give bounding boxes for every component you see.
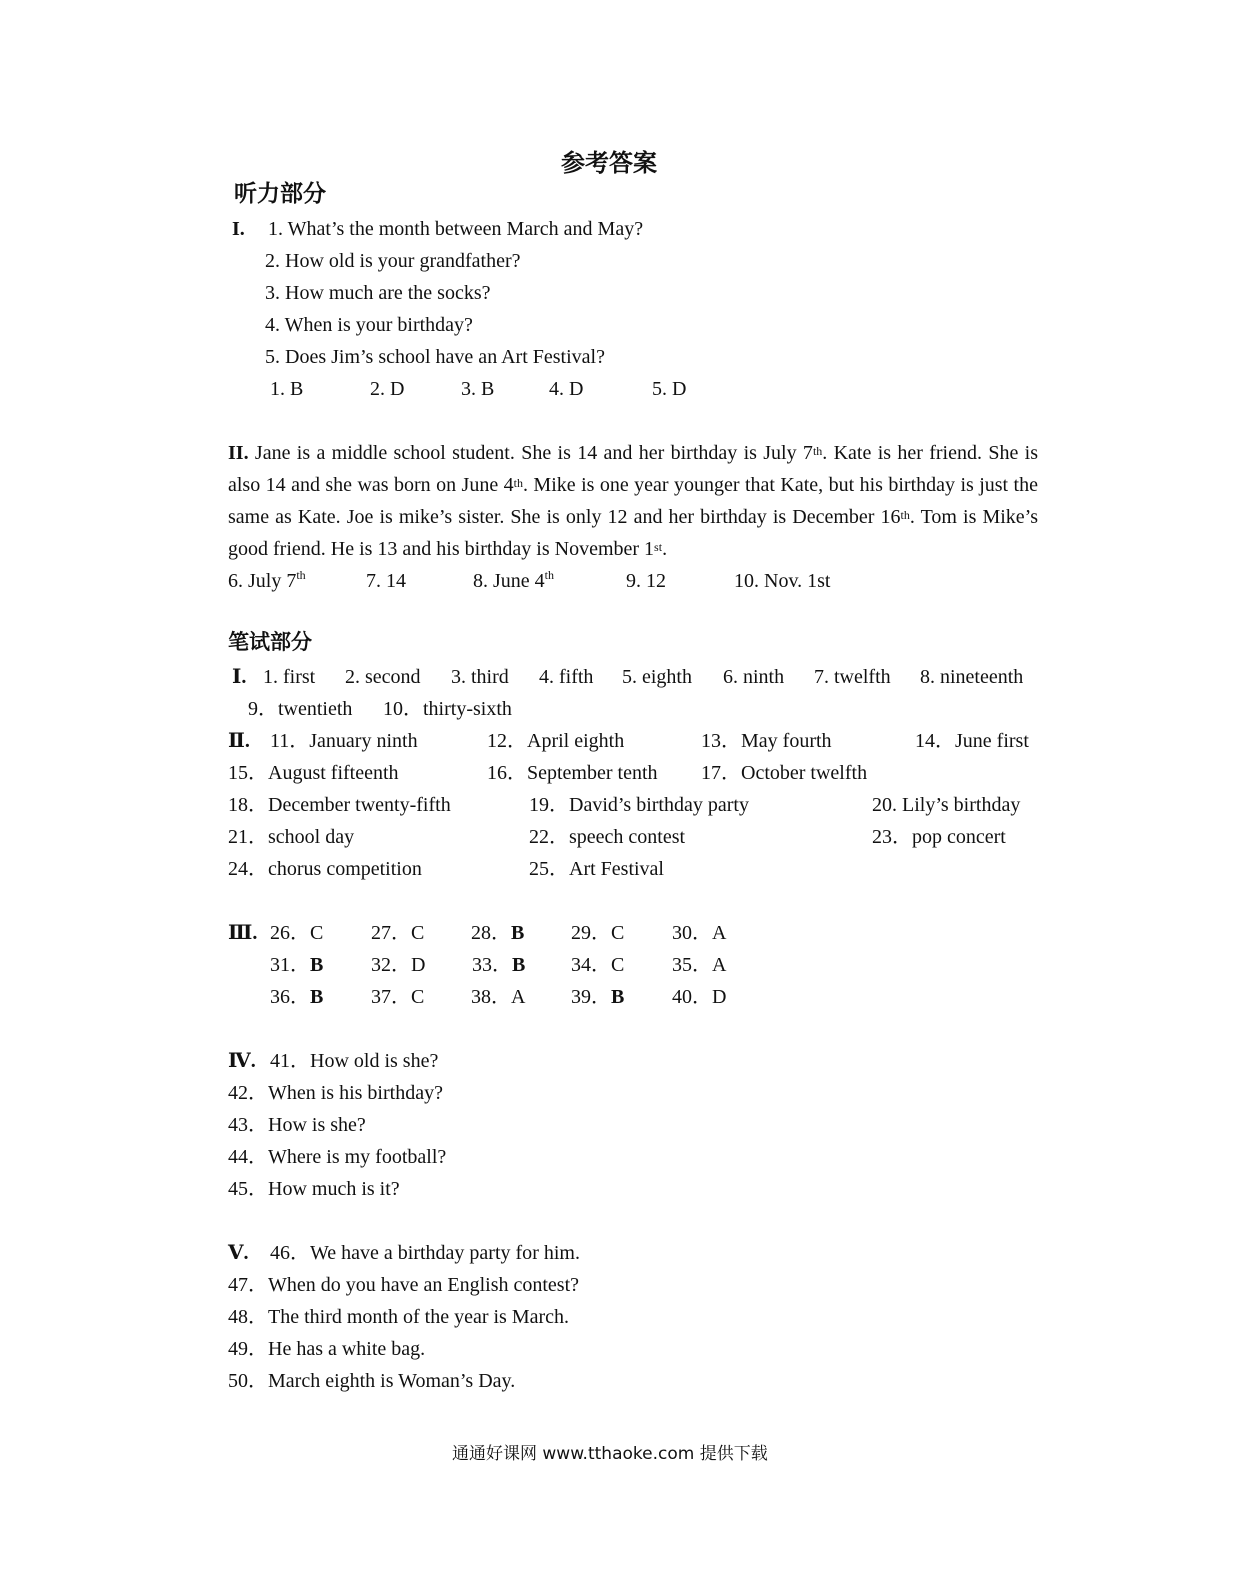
answer: [471, 923, 524, 943]
answer-letter: D: [712, 986, 727, 1008]
answer: 24．chorus competition: [228, 858, 422, 880]
part-label: I.: [232, 218, 245, 240]
answer: [672, 923, 726, 943]
part-label: II.: [228, 442, 249, 464]
passage-text: . Tom is Mike’s good friend. He is 13 and his birthday is November 1: [228, 506, 1038, 560]
superscript: th: [900, 508, 910, 522]
answer: 15．August fifteenth: [228, 762, 399, 784]
passage-text: . Kate is her friend. She is also 14 and she was born on June 4: [228, 442, 1038, 496]
answer: [228, 568, 306, 592]
superscript: th: [513, 476, 523, 490]
answer: [571, 923, 624, 943]
answer: [270, 987, 323, 1007]
answer: 19．David’s birthday party: [529, 794, 749, 816]
answer: 9. 12: [626, 570, 666, 592]
part-label: Ⅱ.: [228, 730, 250, 752]
answer: 1. B: [270, 378, 304, 400]
answer-letter: B: [611, 986, 625, 1008]
passage-text: .: [662, 538, 668, 560]
answer: 6. ninth: [723, 666, 785, 688]
answer: 5. eighth: [622, 666, 692, 688]
answer: 10. Nov. 1st: [734, 570, 831, 592]
answer-letter: B: [512, 954, 526, 976]
question-text: 4. When is your birthday?: [265, 314, 473, 336]
answer-number: 37．: [371, 986, 411, 1008]
answer-number: 35．: [672, 954, 712, 976]
question-text: 5. Does Jim’s school have an Art Festival?: [265, 346, 605, 368]
answer: [473, 568, 555, 592]
answer-text: 8. June 4: [473, 570, 545, 592]
answer: 7. twelfth: [814, 666, 891, 688]
page-title: 参考答案: [561, 149, 657, 177]
superscript: th: [812, 444, 823, 458]
answer: 22．speech contest: [529, 826, 686, 848]
question-text: 1. What’s the month between March and May?: [268, 218, 644, 240]
answer: 13．May fourth: [701, 730, 832, 752]
answer: 21．school day: [228, 826, 355, 848]
answer: 3. third: [451, 666, 509, 688]
answer: 44．Where is my football?: [228, 1146, 447, 1168]
answer: 9．twentieth: [248, 698, 353, 720]
answer-number: 28．: [471, 922, 511, 944]
answer-number: 33．: [472, 954, 512, 976]
answer: 12．April eighth: [487, 730, 625, 752]
passage-text: . Mike is one year younger that Kate, but his birthday is just the same as Kate. Joe is mike’s sister. She is only 12 and her birthday is December 16: [228, 474, 1038, 528]
answer-number: 36．: [270, 986, 310, 1008]
part-label: Ⅳ.: [228, 1050, 256, 1072]
written-heading: 笔试部分: [228, 630, 312, 654]
question-text: 3. How much are the socks?: [265, 282, 491, 304]
answer-number: 29．: [571, 922, 611, 944]
superscript: th: [544, 568, 555, 582]
answer: 2. second: [345, 666, 421, 688]
answer-letter: B: [511, 922, 525, 944]
part-label: Ⅰ.: [232, 666, 247, 688]
answer-text: 6. July 7: [228, 570, 297, 592]
answer-letter: B: [310, 986, 324, 1008]
answer: 25．Art Festival: [529, 858, 664, 880]
answer: 18．December twenty-fifth: [228, 794, 451, 816]
answer-letter: C: [411, 922, 425, 944]
answer: 4. fifth: [539, 666, 594, 688]
answer: [471, 987, 525, 1007]
answer: [371, 955, 425, 975]
answer-number: 31．: [270, 954, 310, 976]
answer: 42．When is his birthday?: [228, 1082, 443, 1104]
answer: 2. D: [370, 378, 405, 400]
answer: 3. B: [461, 378, 495, 400]
answer: 50．March eighth is Woman’s Day.: [228, 1370, 516, 1392]
answer: [571, 987, 624, 1007]
answer-number: 40．: [672, 986, 712, 1008]
page-footer: 通通好课网 www.tthaoke.com 提供下载: [452, 1444, 768, 1464]
answer: 17．October twelfth: [701, 762, 868, 784]
answer: [672, 955, 726, 975]
answer: 45．How much is it?: [228, 1178, 400, 1200]
answer-number: 38．: [471, 986, 511, 1008]
answer-letter: C: [611, 954, 625, 976]
answer: [270, 923, 323, 943]
answer: 16．September tenth: [487, 762, 658, 784]
answer: 1. first: [263, 666, 316, 688]
passage-text: Jane is a middle school student. She is 14 and her birthday is July 7: [248, 442, 813, 464]
answer-letter: C: [310, 922, 324, 944]
answer-letter: A: [511, 986, 526, 1008]
answer: [371, 923, 424, 943]
listening-passage: [228, 437, 1038, 565]
superscript: st: [654, 540, 663, 554]
question-text: 2. How old is your grandfather?: [265, 250, 521, 272]
answer: 46．We have a birthday party for him.: [270, 1242, 580, 1264]
answer: [371, 987, 424, 1007]
answer: 48．The third month of the year is March.: [228, 1306, 570, 1328]
answer: [270, 955, 323, 975]
part-label: Ⅴ.: [228, 1242, 249, 1264]
listening-heading: 听力部分: [234, 181, 326, 207]
answer-letter: B: [310, 954, 324, 976]
answer-number: 27．: [371, 922, 411, 944]
answer: 7. 14: [366, 570, 406, 592]
answer: 41．How old is she?: [270, 1050, 439, 1072]
answer: 4. D: [549, 378, 584, 400]
answer-letter: C: [611, 922, 625, 944]
answer: 23．pop concert: [872, 826, 1006, 848]
answer-number: 34．: [571, 954, 611, 976]
answer: 20. Lily’s birthday: [872, 794, 1021, 816]
answer: 43．How is she?: [228, 1114, 366, 1136]
answer-letter: C: [411, 986, 425, 1008]
answer-number: 39．: [571, 986, 611, 1008]
answer: 10．thirty-sixth: [383, 698, 512, 720]
answer: 8. nineteenth: [920, 666, 1024, 688]
answer: 49．He has a white bag.: [228, 1338, 426, 1360]
answer: [672, 987, 726, 1007]
answer-letter: D: [411, 954, 426, 976]
answer: 5. D: [652, 378, 687, 400]
answer: [571, 955, 624, 975]
answer-letter: A: [712, 922, 727, 944]
answer: 47．When do you have an English contest?: [228, 1274, 580, 1296]
answer-number: 26．: [270, 922, 310, 944]
answer: [472, 955, 525, 975]
answer-number: 30．: [672, 922, 712, 944]
answer: 14．June first: [915, 730, 1029, 752]
answer-number: 32．: [371, 954, 411, 976]
part-label: Ⅲ.: [228, 922, 258, 944]
superscript: th: [296, 568, 306, 582]
answer: 11．January ninth: [270, 730, 418, 752]
answer-letter: A: [712, 954, 727, 976]
